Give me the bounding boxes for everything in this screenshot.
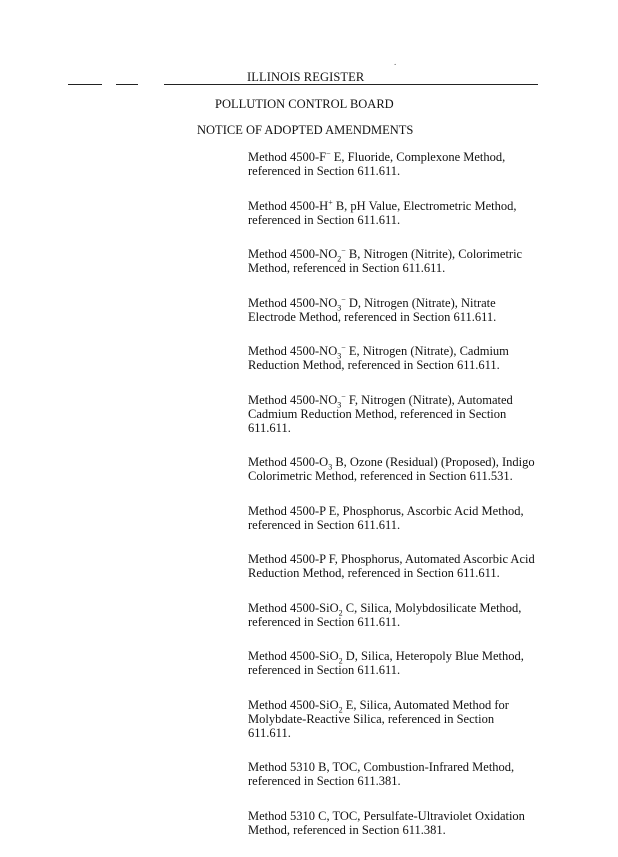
notice-title: NOTICE OF ADOPTED AMENDMENTS <box>197 123 414 137</box>
board-title: POLLUTION CONTROL BOARD <box>215 97 394 111</box>
method-item: Method 4500-H+ B, pH Value, Electrometric Method, referenced in Section 611.611. <box>248 197 517 227</box>
method-item: Method 4500-SiO$_2$ D, Silica, Heteropoly Blue Method, referenced in Section 611.611. <box>248 649 524 677</box>
method-item: Method $4500-O_3$ B, Ozone (Residual) (Proposed), Indigo Colorimetric Method, referenced in Section 611.531. <box>248 455 535 483</box>
method-item: Method $4500-NO_3^-$ F, Nitrogen (Nitrate), Automated Cadmium Reduction Method, referenced in Section 611.611. <box>248 391 513 435</box>
method-item: Method 4500-SiO$_2$ E, Silica, Automated Method for Molybdate-Reactive Silica, referenced in Section 611.611. <box>248 697 509 740</box>
header-rule-segment <box>68 84 102 85</box>
method-item: Method $4500-NO_2^-$ B, Nitrogen (Nitrite), Colorimetric Method, referenced in Section 611.611. <box>248 245 523 275</box>
method-item: Method $4500-NO_3^-$ D, Nitrogen (Nitrate), Nitrate Electrode Method, referenced in Section 611.611. <box>248 294 497 324</box>
method-item: Method 4500-F− E, Fluoride, Complexone Method, referenced in Section 611.611. <box>248 148 506 178</box>
register-title: ILLINOIS REGISTER <box>247 70 365 84</box>
header-rule-segment <box>116 84 138 85</box>
method-item: Method 5310 C, TOC, Persulfate-Ultraviolet Oxidation Method, referenced in Section 611.381. <box>248 808 525 837</box>
method-item: Method 4500-P E, Phosphorus, Ascorbic Acid Method, referenced in Section 611.611. <box>248 503 524 532</box>
methods-list <box>248 150 538 857</box>
method-item: Method 4500-P F, Phosphorus, Automated Ascorbic Acid Reduction Method, referenced in Section 611.611. <box>248 552 535 580</box>
method-item: Method $4500-NO_3^-$ E, Nitrogen (Nitrate), Cadmium Reduction Method, referenced in Section 611.611. <box>248 342 509 372</box>
method-item: Method 5310 B, TOC, Combustion-Infrared Method, referenced in Section 611.381. <box>248 760 515 788</box>
page-mark: . <box>394 57 397 67</box>
method-item: Method 4500-SiO$_2$ C, Silica, Molybdosilicate Method, referenced in Section 611.611. <box>248 600 522 629</box>
